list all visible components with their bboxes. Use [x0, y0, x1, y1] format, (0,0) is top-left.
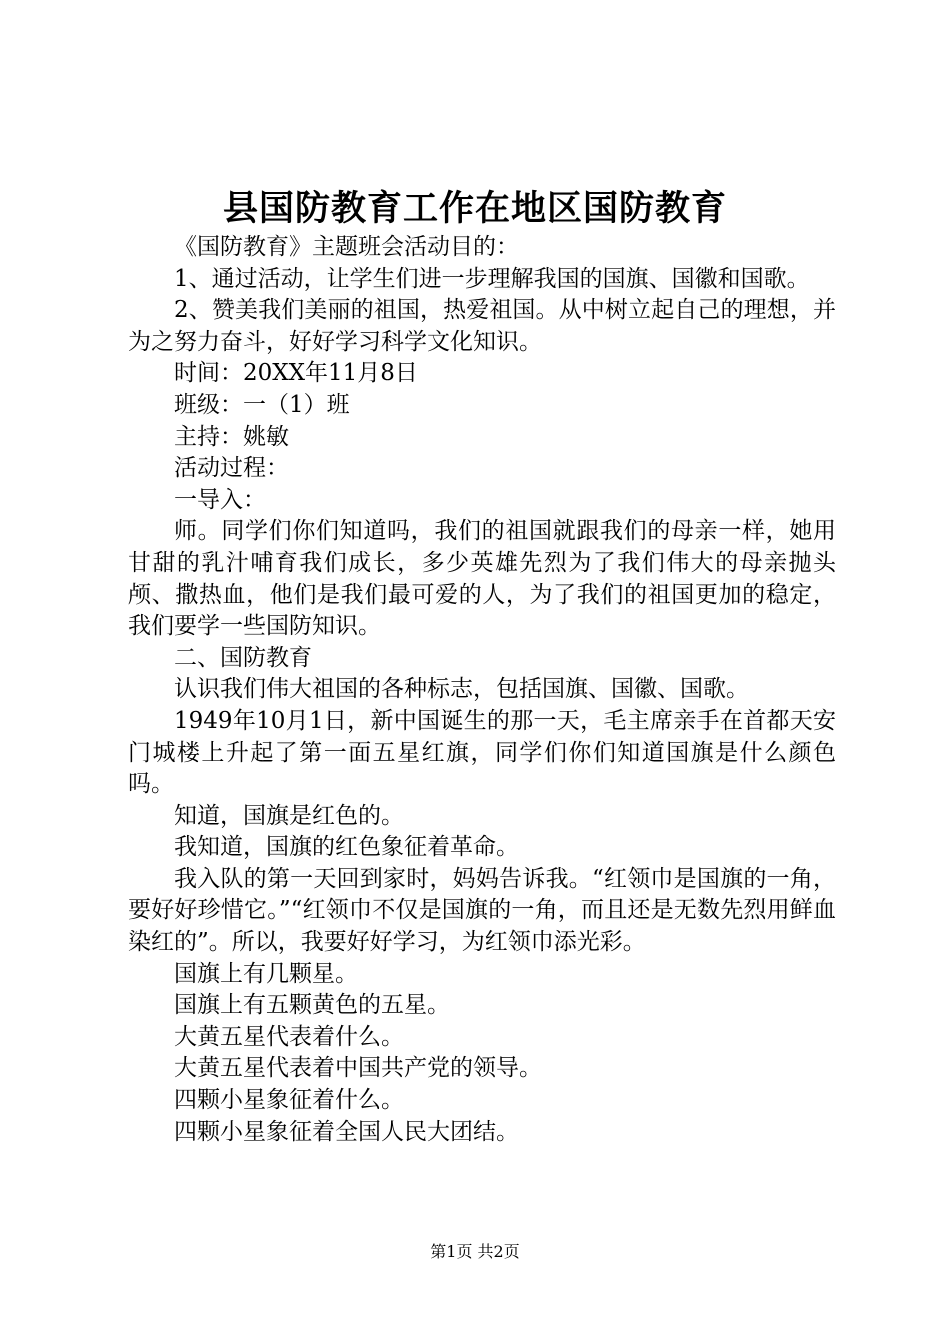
page-footer: 第1页 共2页 [430, 1242, 520, 1261]
paragraph-red-scarf: 我入队的第一天回到家时，妈妈告诉我。“红领巾是国旗的一角，要好好珍惜它。”“红领巾不仅是国旗的一角，而且还是无数先烈用鲜血染红的”。所以，我要好好学习，为红领巾添光彩。 [128, 865, 836, 956]
paragraph-purpose-2: 2、赞美我们美丽的祖国，热爱祖国。从中树立起自己的理想，并为之努力奋斗，好好学习科学文化知识。 [128, 297, 836, 355]
paragraph-intro-heading: 一导入： [174, 486, 266, 513]
paragraph-symbols: 认识我们伟大祖国的各种标志，包括国旗、国徽、国歌。 [174, 676, 749, 703]
paragraph-host: 主持：姚敏 [174, 423, 289, 450]
paragraph-class: 班级：一（1）班 [174, 391, 350, 418]
paragraph-founding: 1949年10月1日，新中国诞生的那一天，毛主席亲手在首都天安门城楼上升起了第一面五星红旗，同学们你们知道国旗是什么颜色吗。 [128, 707, 836, 798]
paragraph-purpose-1: 1、通过活动，让学生们进一步理解我国的国旗、国徽和国歌。 [174, 265, 810, 292]
paragraph-time: 时间：20XX年11月8日 [174, 360, 418, 387]
paragraph-answer-stars: 国旗上有五颗黄色的五星。 [174, 992, 450, 1019]
paragraph-question-stars: 国旗上有几颗星。 [174, 960, 358, 987]
paragraph-purpose-heading: 《国防教育》主题班会活动目的： [174, 234, 519, 260]
paragraph-answer-small-stars: 四颗小星象征着全国人民大团结。 [174, 1118, 519, 1145]
paragraph-answer-red: 知道，国旗是红色的。 [174, 802, 404, 829]
document-body [128, 232, 836, 1148]
paragraph-intro-text: 师。同学们你们知道吗，我们的祖国就跟我们的母亲一样，她用甘甜的乳汁哺育我们成长，多少英雄先烈为了我们伟大的母亲抛头颅、撒热血，他们是我们最可爱的人，为了我们的祖国更加的稳定，我们要学一些国防知识。 [128, 518, 836, 640]
paragraph-answer-revolution: 我知道，国旗的红色象征着革命。 [174, 834, 519, 861]
paragraph-process-heading: 活动过程： [174, 455, 289, 482]
paragraph-question-big-star: 大黄五星代表着什么。 [174, 1023, 404, 1050]
document-title: 县国防教育工作在地区国防教育 [222, 188, 727, 229]
paragraph-section-2-heading: 二、国防教育 [174, 644, 312, 671]
paragraph-answer-big-star: 大黄五星代表着中国共产党的领导。 [174, 1055, 542, 1082]
paragraph-question-small-stars: 四颗小星象征着什么。 [174, 1087, 404, 1114]
